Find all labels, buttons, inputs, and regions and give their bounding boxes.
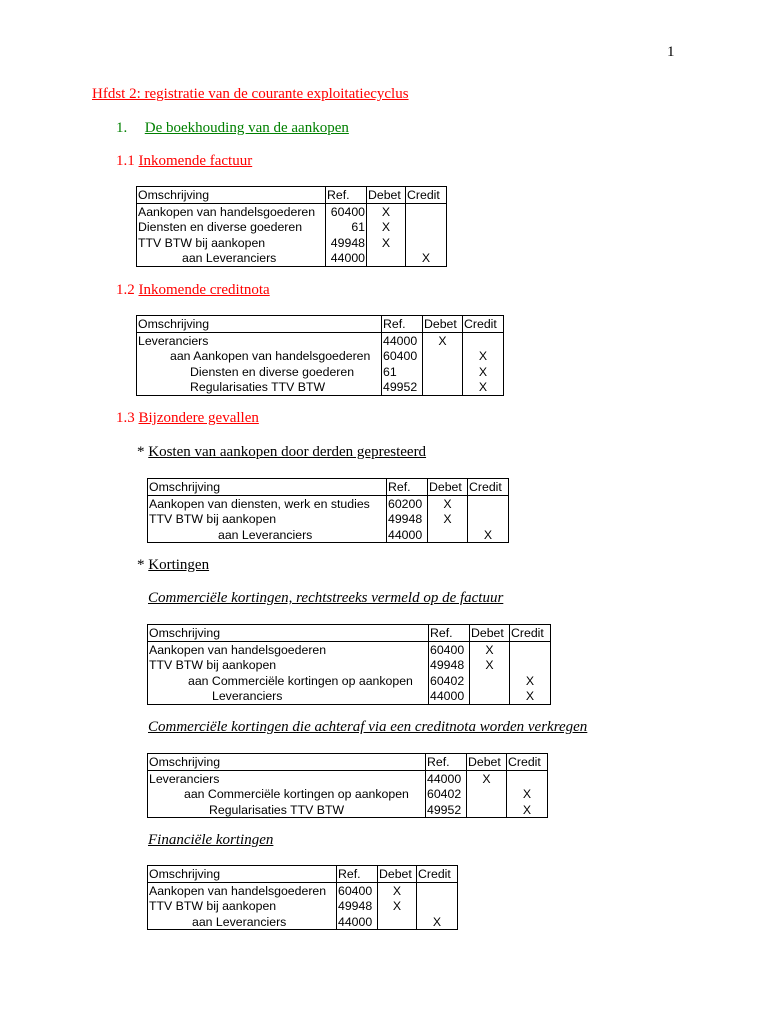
row-debet <box>378 914 417 930</box>
row-credit <box>406 235 447 251</box>
row-ref: 60200 <box>387 495 428 511</box>
row-debet: X <box>367 219 406 235</box>
row-ref: 44000 <box>387 527 428 543</box>
row-credit: X <box>406 250 447 266</box>
row-debet <box>467 786 507 802</box>
row-description: Diensten en diverse goederen <box>190 364 355 379</box>
row-credit <box>406 219 447 235</box>
row-credit <box>417 882 458 898</box>
row-credit: X <box>417 914 458 930</box>
row-description: Leveranciers <box>149 771 220 786</box>
row-credit: X <box>463 348 504 364</box>
row-ref: 60402 <box>426 786 467 802</box>
ledger-table-commerciele-creditnota <box>147 753 548 818</box>
section-1-3-number: 1.3 <box>116 410 135 426</box>
col-header-ref: Ref. <box>337 866 378 883</box>
table-row <box>148 511 509 527</box>
row-ref: 61 <box>326 219 367 235</box>
row-description: Aankopen van handelsgoederen <box>138 204 316 219</box>
row-debet: X <box>367 235 406 251</box>
col-header-omschrijving: Omschrijving <box>137 316 382 333</box>
section-1-3-title: Bijzondere gevallen <box>138 410 259 426</box>
subheading-commerciele-creditnota: Commerciële kortingen die achteraf via een creditnota worden verkregen <box>148 719 588 735</box>
ledger-table-inkomende-creditnota <box>136 315 504 396</box>
row-description: aan Commerciële kortingen op aankopen <box>184 787 409 801</box>
row-ref: 49948 <box>429 657 470 673</box>
bullet-kortingen-heading <box>137 557 209 574</box>
table-row <box>148 495 509 511</box>
row-debet: X <box>428 495 468 511</box>
row-debet: X <box>470 641 510 657</box>
row-description: TTV BTW bij aankopen <box>149 512 277 526</box>
subheading-financiele-kortingen: Financiële kortingen <box>148 832 274 848</box>
col-header-debet: Debet <box>367 187 406 204</box>
table-row <box>137 379 504 395</box>
row-credit <box>406 203 447 219</box>
col-header-debet: Debet <box>428 479 468 496</box>
col-header-omschrijving: Omschrijving <box>148 866 337 883</box>
row-debet: X <box>428 511 468 527</box>
col-header-ref: Ref. <box>426 754 467 771</box>
table-row <box>148 802 548 818</box>
table-row <box>137 364 504 380</box>
row-credit <box>507 770 548 786</box>
row-ref: 60402 <box>429 673 470 689</box>
row-ref: 49952 <box>382 379 423 395</box>
row-debet <box>423 348 463 364</box>
section-1-number: 1. <box>116 120 128 136</box>
row-debet: X <box>378 882 417 898</box>
col-header-ref: Ref. <box>387 479 428 496</box>
table-row <box>148 641 551 657</box>
row-ref: 44000 <box>326 250 367 266</box>
table-row <box>148 673 551 689</box>
ledger-table-commerciele-factuur <box>147 624 551 705</box>
row-debet: X <box>467 770 507 786</box>
row-description: Aankopen van diensten, werk en studies <box>149 496 370 511</box>
row-description: TTV BTW bij aankopen <box>149 899 277 913</box>
row-credit <box>510 657 551 673</box>
row-ref: 44000 <box>429 688 470 704</box>
row-description: TTV BTW bij aankopen <box>138 235 266 250</box>
row-debet: X <box>378 898 417 914</box>
row-debet: X <box>423 332 463 348</box>
col-header-credit: Credit <box>463 316 504 333</box>
row-description: Leveranciers <box>138 333 209 348</box>
row-credit: X <box>463 379 504 395</box>
row-credit: X <box>507 786 548 802</box>
col-header-credit: Credit <box>406 187 447 204</box>
row-description: Diensten en diverse goederen <box>138 220 303 234</box>
col-header-ref: Ref. <box>326 187 367 204</box>
col-header-debet: Debet <box>470 625 510 642</box>
table-row <box>148 527 509 543</box>
row-ref: 60400 <box>337 882 378 898</box>
row-description: aan Leveranciers <box>192 914 287 929</box>
bullet-kosten-heading <box>137 444 426 461</box>
row-debet <box>423 364 463 380</box>
bullet-star: * <box>137 557 145 573</box>
row-description: aan Leveranciers <box>182 251 277 265</box>
ledger-table-financiele-kortingen <box>147 865 458 930</box>
col-header-ref: Ref. <box>382 316 423 333</box>
col-header-credit: Credit <box>510 625 551 642</box>
row-debet: X <box>470 657 510 673</box>
table-row <box>148 688 551 704</box>
row-credit: X <box>510 673 551 689</box>
col-header-debet: Debet <box>423 316 463 333</box>
table-row <box>148 657 551 673</box>
row-ref: 49952 <box>426 802 467 818</box>
section-1-2-number: 1.2 <box>116 282 135 298</box>
col-header-credit: Credit <box>417 866 458 883</box>
row-ref: 49948 <box>387 511 428 527</box>
row-credit <box>468 495 509 511</box>
row-description: aan Leveranciers <box>218 527 313 542</box>
section-1-heading <box>116 120 349 137</box>
table-row <box>137 235 447 251</box>
col-header-debet: Debet <box>378 866 417 883</box>
row-description: aan Aankopen van handelsgoederen <box>170 349 371 363</box>
row-description: Aankopen van handelsgoederen <box>149 883 327 898</box>
table-row <box>148 914 458 930</box>
col-header-omschrijving: Omschrijving <box>137 187 326 204</box>
row-description: Regularisaties TTV BTW <box>190 380 326 394</box>
section-1-1-title: Inkomende factuur <box>138 153 253 169</box>
row-credit <box>510 641 551 657</box>
row-ref: 60400 <box>382 348 423 364</box>
row-description: Leveranciers <box>212 689 283 703</box>
table-row <box>137 332 504 348</box>
section-1-2-title: Inkomende creditnota <box>138 282 270 298</box>
row-ref: 49948 <box>326 235 367 251</box>
ledger-table-inkomende-factuur <box>136 186 447 267</box>
table-row <box>137 219 447 235</box>
section-1-3-heading <box>116 410 259 427</box>
bullet-kortingen-title: Kortingen <box>148 557 210 573</box>
section-1-1-heading <box>116 153 252 170</box>
col-header-credit: Credit <box>507 754 548 771</box>
table-row <box>148 770 548 786</box>
table-row <box>137 203 447 219</box>
bullet-kosten-title: Kosten van aankopen door derden gepresteerd <box>148 444 427 460</box>
section-1-2-heading <box>116 282 270 299</box>
row-credit <box>463 332 504 348</box>
row-debet <box>467 802 507 818</box>
table-row <box>148 898 458 914</box>
row-credit: X <box>510 688 551 704</box>
row-ref: 44000 <box>337 914 378 930</box>
ledger-table-kosten-derden <box>147 478 509 543</box>
table-row <box>148 882 458 898</box>
row-credit <box>468 511 509 527</box>
row-debet: X <box>367 203 406 219</box>
col-header-credit: Credit <box>468 479 509 496</box>
row-description: Regularisaties TTV BTW <box>209 802 345 817</box>
col-header-debet: Debet <box>467 754 507 771</box>
row-ref: 44000 <box>426 770 467 786</box>
row-debet <box>470 688 510 704</box>
row-credit: X <box>507 802 548 818</box>
row-credit: X <box>463 364 504 380</box>
row-credit <box>417 898 458 914</box>
col-header-omschrijving: Omschrijving <box>148 479 387 496</box>
row-debet <box>423 379 463 395</box>
table-row <box>148 786 548 802</box>
col-header-omschrijving: Omschrijving <box>148 625 429 642</box>
row-debet <box>428 527 468 543</box>
table-row <box>137 348 504 364</box>
page-number: 1 <box>667 44 675 60</box>
bullet-star: * <box>137 444 145 460</box>
col-header-ref: Ref. <box>429 625 470 642</box>
row-debet <box>470 673 510 689</box>
row-ref: 49948 <box>337 898 378 914</box>
row-ref: 60400 <box>326 203 367 219</box>
row-ref: 61 <box>382 364 423 380</box>
row-credit: X <box>468 527 509 543</box>
row-description: aan Commerciële kortingen op aankopen <box>188 673 413 688</box>
table-row <box>137 250 447 266</box>
row-debet <box>367 250 406 266</box>
row-description: Aankopen van handelsgoederen <box>149 642 327 657</box>
subheading-commerciele-factuur: Commerciële kortingen, rechtstreeks vermeld op de factuur <box>148 590 504 606</box>
section-1-title: De boekhouding van de aankopen <box>144 120 349 136</box>
row-description: TTV BTW bij aankopen <box>149 658 277 672</box>
col-header-omschrijving: Omschrijving <box>148 754 426 771</box>
chapter-title: Hfdst 2: registratie van de courante exploitatiecyclus <box>92 86 409 102</box>
section-1-1-number: 1.1 <box>116 153 135 169</box>
row-ref: 60400 <box>429 641 470 657</box>
row-ref: 44000 <box>382 332 423 348</box>
